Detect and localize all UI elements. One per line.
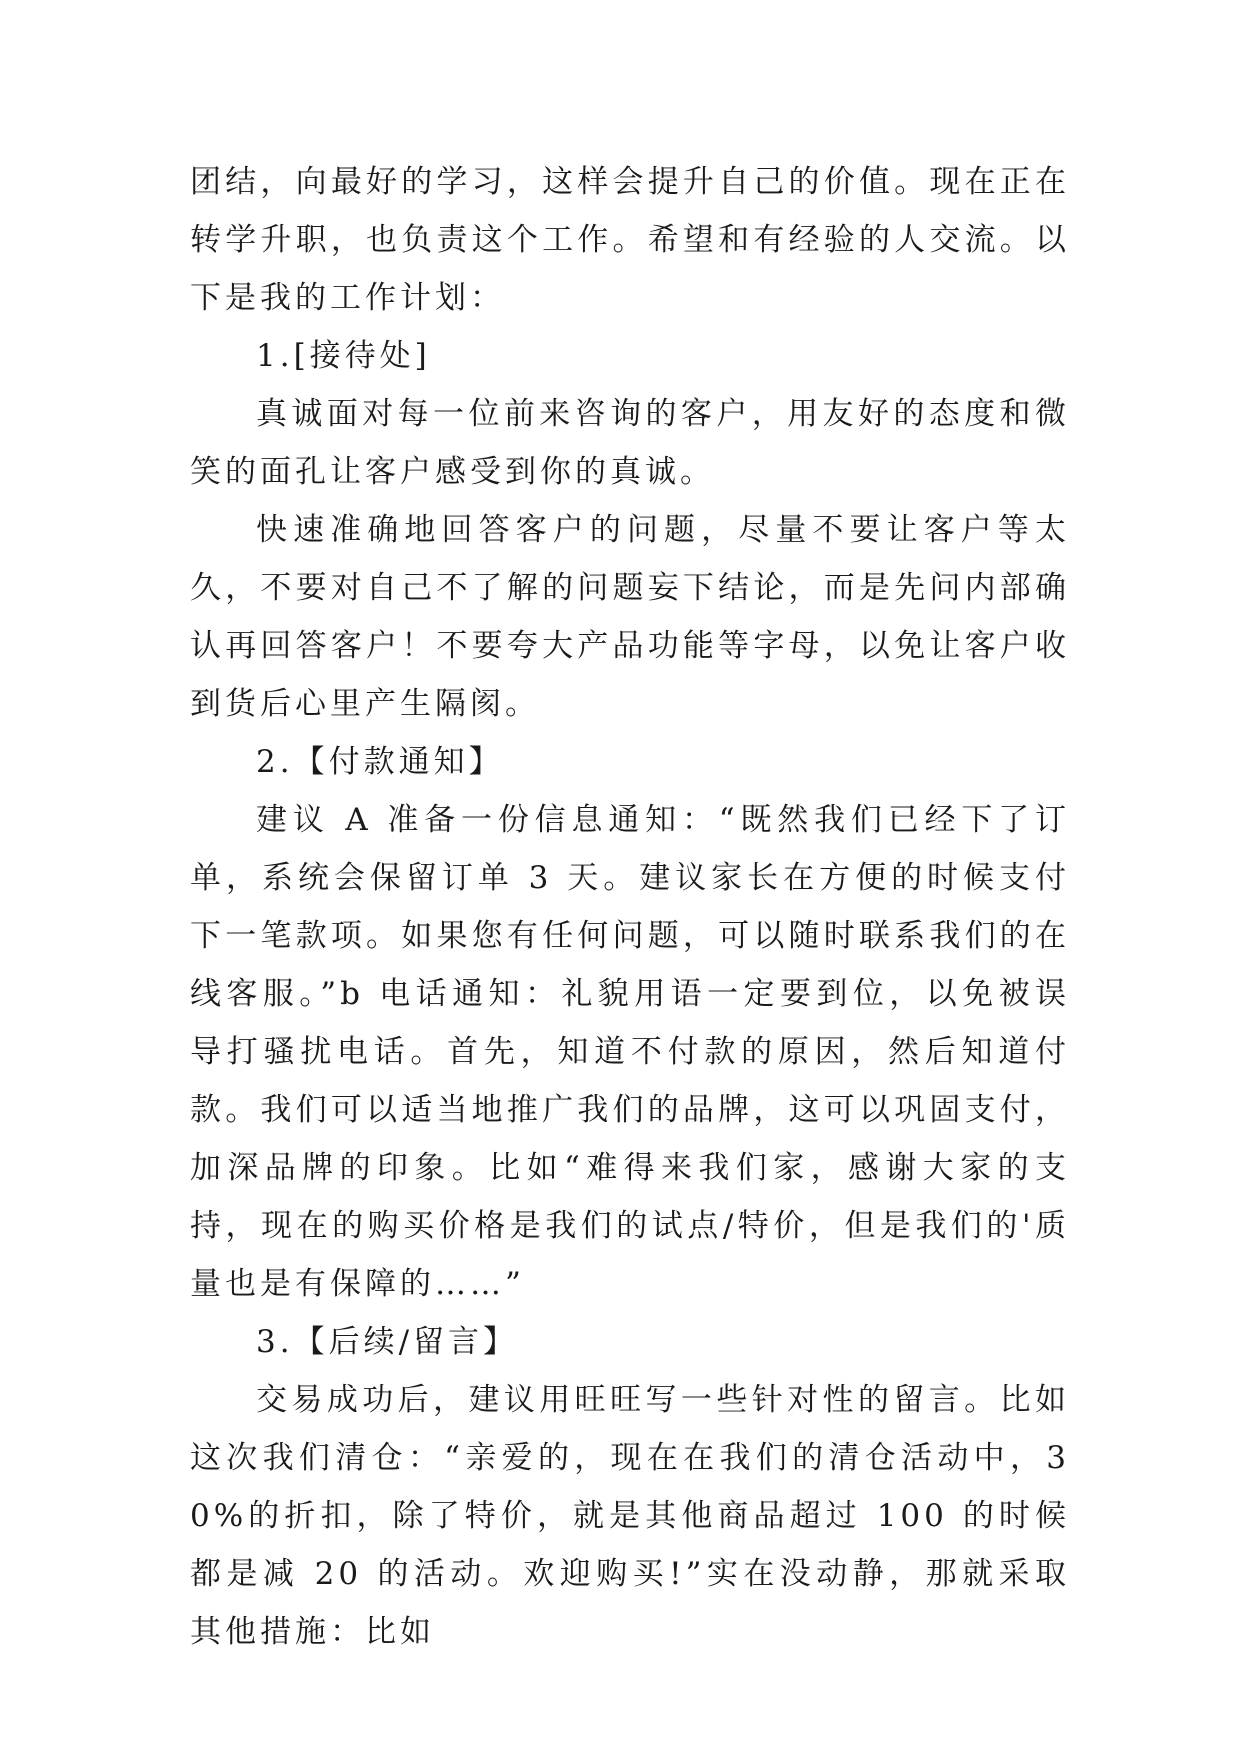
paragraph-reception-sincerity: 真诚面对每一位前来咨询的客户，用友好的态度和微笑的面孔让客户感受到你的真诚。 <box>190 396 1070 490</box>
paragraph-intro: 团结，向最好的学习，这样会提升自己的价值。现在正在转学升职，也负责这个工作。希望和有经验的人交流。以下是我的工作计划： <box>190 164 1070 316</box>
heading-reception: 1.[接待处] <box>256 338 431 374</box>
paragraph-payment-notice: 建议 A 准备一份信息通知：“既然我们已经下了订单，系统会保留订单 3 天。建议家长在方便的时候支付下一笔款项。如果您有任何问题，可以随时联系我们的在线客服。”b 电话通知：礼貌用语一定要到位，以免被误导打骚扰电话。首先，知道不付款的原因，然后知道付款。我们可以适当地推广我们的品牌，这可以巩固支付，加深品牌的印象。比如“难得来我们家，感谢大家的支持，现在的购买价格是我们的试点/特价，但是我们的'质量也是有保障的……” <box>190 802 1070 1302</box>
paragraph-followup-message: 交易成功后，建议用旺旺写一些针对性的留言。比如这次我们清仓：“亲爱的，现在在我们的清仓活动中，30%的折扣，除了特价，就是其他商品超过 100 的时候都是减 20 的活动。欢迎购买!”实在没动静，那就采取其他措施：比如 <box>190 1382 1070 1650</box>
paragraph-reception-answers: 快速准确地回答客户的问题，尽量不要让客户等太久，不要对自己不了解的问题妄下结论，而是先问内部确认再回答客户！不要夸大产品功能等字母，以免让客户收到货后心里产生隔阂。 <box>190 512 1070 722</box>
heading-followup-message: 3.【后续/留言】 <box>256 1324 519 1360</box>
heading-payment-notice: 2.【付款通知】 <box>256 744 504 780</box>
document-body <box>190 153 1070 1661</box>
